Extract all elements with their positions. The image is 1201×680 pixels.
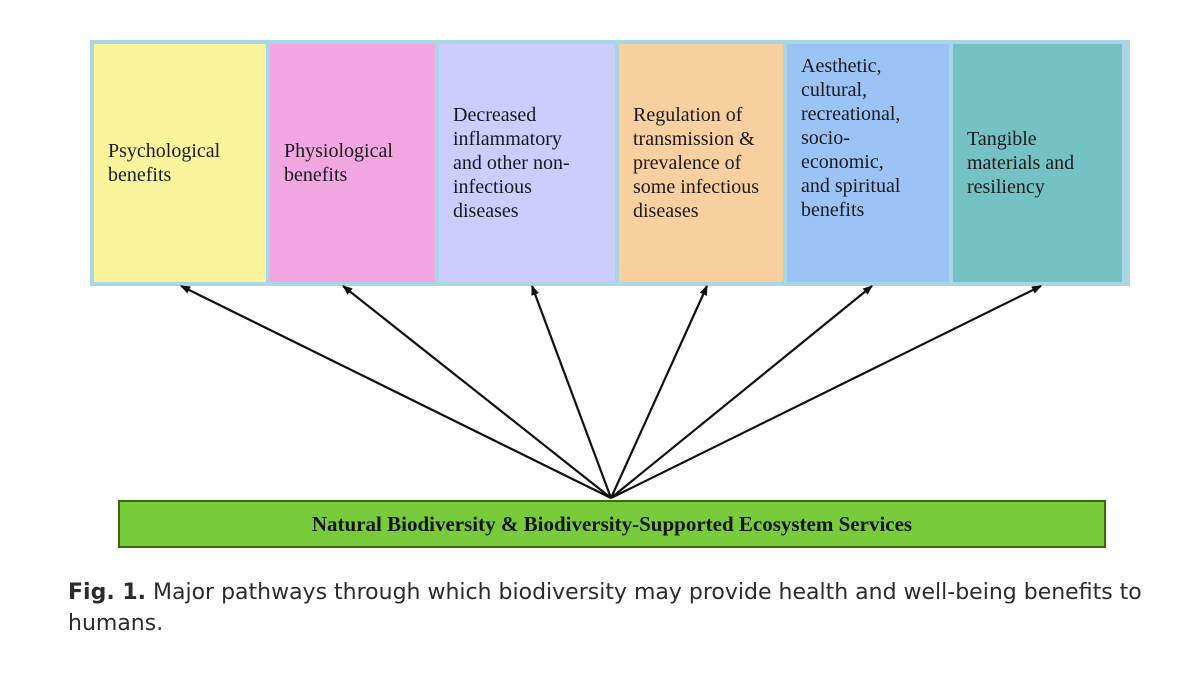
arrow-to-infectious (611, 286, 707, 498)
figure-caption (68, 577, 1168, 639)
arrow-to-cultural (611, 286, 872, 498)
arrow-to-psychological (181, 286, 611, 498)
arrow-to-tangible (611, 286, 1041, 498)
box-cultural-benefits: Aesthetic, cultural, recreational, socio- economic, and spiritual benefits (787, 44, 949, 282)
benefit-boxes (90, 40, 1130, 286)
box-physiological-benefits: Physiological benefits (270, 44, 435, 282)
box-psychological-benefits: Psychological benefits (94, 44, 266, 282)
box-tangible-materials: Tangible materials and resiliency (953, 44, 1122, 282)
figure-caption-text: Major pathways through which biodiversity may provide health and well-being benefits to humans. (68, 580, 1142, 636)
box-inflammatory-diseases: Decreased inflammatory and other non- infectious diseases (439, 44, 615, 282)
figure-label: Fig. 1. (68, 580, 146, 605)
arrow-to-inflammatory (532, 286, 611, 498)
base-biodiversity-box: Natural Biodiversity & Biodiversity-Supported Ecosystem Services (118, 500, 1106, 548)
arrow-to-physiological (343, 286, 611, 498)
box-infectious-diseases: Regulation of transmission & prevalence of some infectious diseases (619, 44, 783, 282)
